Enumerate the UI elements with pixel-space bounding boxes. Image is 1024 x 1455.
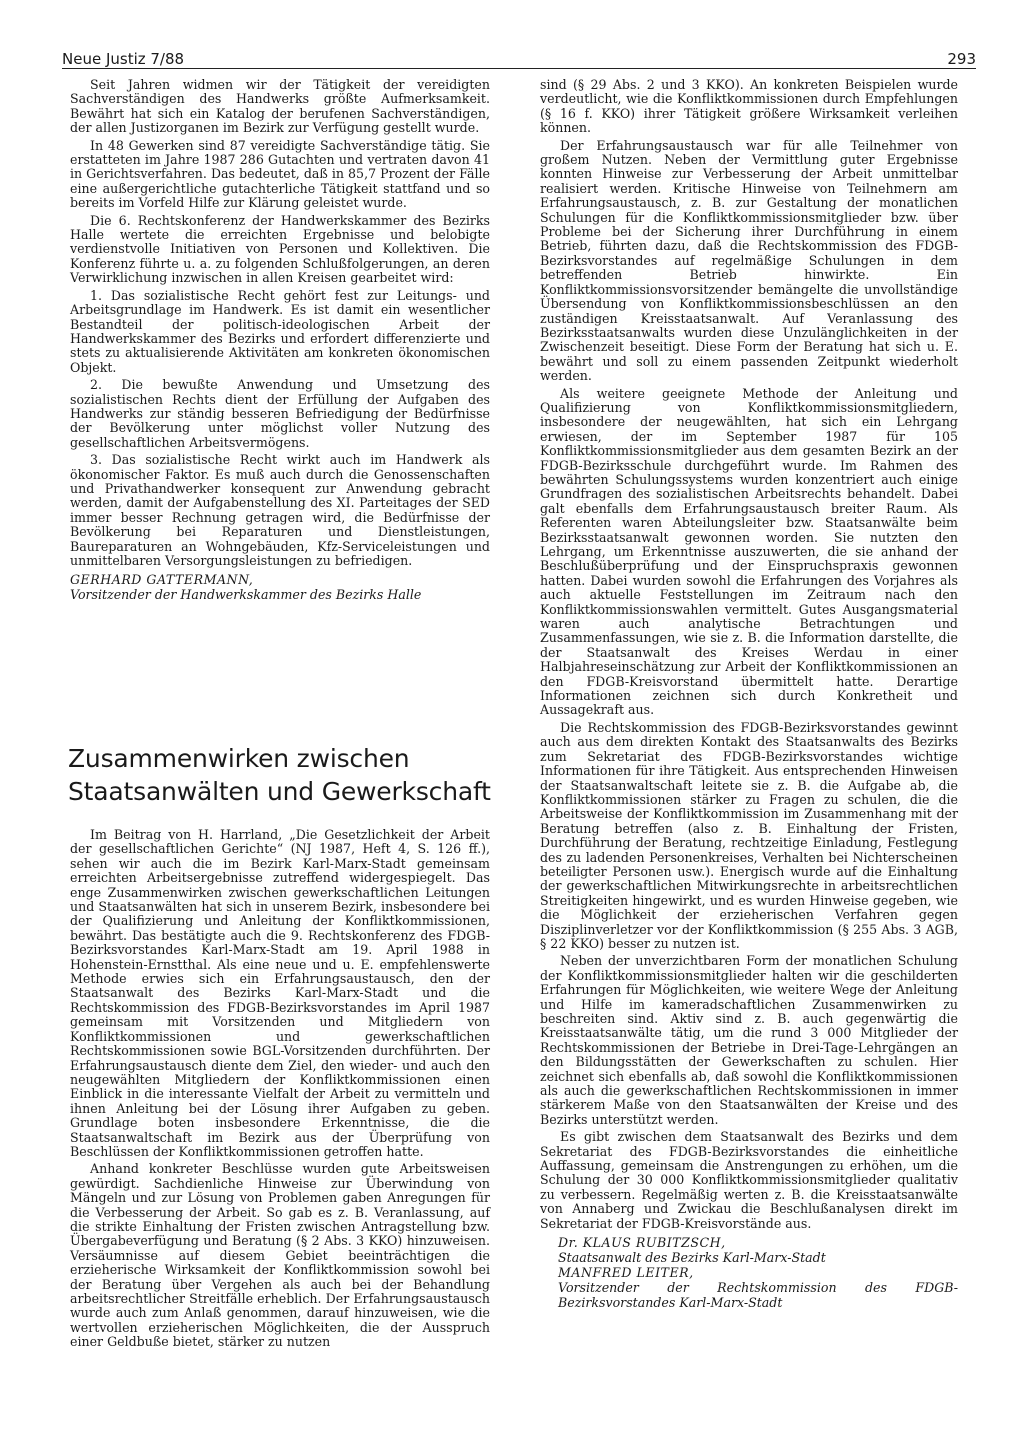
paragraph: Die Rechtskommission des FDGB-Bezirksvorstandes gewinnt auch aus dem direkten Kontakt des Staatsanwalts des Bezirks zum Sekretariat des FDGB-Bezirksvorstandes wichtige Informationen für ihre Tätigkeit. Aus entsprechenden Hinweisen der Staatsanwaltschaft leitete sie z. B. die Aufgabe ab, die Konfliktkommissionen stärker zu Fragen zu schulen, die die Arbeitsweise der Konfliktkommission im Zusammenhang mit der Beratung betreffen (also z. B. Einhaltung der Fristen, Durchführung der Beratung, rechtzeitige Einladung, Festlegung des zu ladenden Personenkreises, Verhalten bei Nichterscheinen beteiligter Personen usw.). Energisch wurde auf die Einhaltung der gewerkschaftlichen Mitwirkungsrechte in arbeitsrechtlichen Streitigkeiten hingewirkt, und es wurden Hinweise gegeben, wie die Möglichkeit der erzieherischen Verfahren gegen Disziplinverletzer vor der Konfliktkommission (§ 255 Abs. 3 AGB, § 22 KKO) besser zu nutzen ist. [540,719,958,951]
running-header [62,30,976,69]
paragraph: Seit Jahren widmen wir der Tätigkeit der vereidigten Sachverständigen des Handwerks größte Aufmerksamkeit. Bewährt hat sich ein Katalog der berufenen Sachverständigen, der allen Justizorganen im Bezirk zur Verfügung gestellt wurde. [70,77,490,136]
author-role: Staatsanwalt des Bezirks Karl-Marx-Stadt [558,1250,826,1266]
paragraph: 2. Die bewußte Anwendung und Umsetzung des sozialistischen Rechts dient der Erfüllung der Aufgaben des Handwerks zur ständig besseren Befriedigung der Bedürfnisse der Bevölkerung unter möglichst voller Nutzung des gesellschaftlichen Arbeitsvermögens. [70,377,490,450]
signature-block [558,1235,958,1310]
right-column-article [540,78,958,1310]
paragraph: Der Erfahrungsaustausch war für alle Teilnehmer von großem Nutzen. Neben der Vermittlung guter Ergebnisse konnten Hinweise zur Verbesserung der Arbeit unmittelbar realisiert werden. Kritische Hinweise von Teilnehmern am Erfahrungsaustausch, z. B. zur Gestaltung der monatlichen Schulungen für die Konfliktkommissionsmitglieder bzw. über Probleme bei der Sicherung ihrer Durchführung in einem Betrieb, führten dazu, daß die Rechtskommission des FDGB-Bezirksvorstandes auf regelmäßige Schulungen in dem betreffenden Betrieb hinwirkte. Ein Konfliktkommissionsvorsitzender bemängelte die unvollständige Übersendung von Konfliktkommissionsbeschlüssen an den zuständigen Kreisstaatsanwalt. Auf Veranlassung des Bezirksstaatsanwalts wurden diese Unzulänglichkeiten in der Zwischenzeit beseitigt. Diese Form der Beratung hat sich u. E. bewährt und soll zu einem passenden Zeitpunkt wiederholt werden. [540,137,958,384]
left-column-top [70,78,490,602]
paragraph: In 48 Gewerken sind 87 vereidigte Sachverständige tätig. Sie erstatteten im Jahre 1987 286 Gutachten und vertraten davon 41 in Gerichtsverfahren. Das bedeutet, daß in 85,7 Prozent der Fälle eine außergerichtliche gutachterliche Tätigkeit stattfand und so bereits im Vorfeld Hilfe zur Klärung geleistet wurde. [70,137,490,211]
paragraph: Als weitere geeignete Methode der Anleitung und Qualifizierung von Konfliktkommissionsmitgliedern, insbesondere der neugewählten, hat sich ein Lehrgang erwiesen, der im September 1987 für 105 Konfliktkommissionsmitglieder aus dem gesamten Bezirk an der FDGB-Bezirksschule durchgeführt wurde. Im Rahmen des bewährten Schulungssystems wurden konzentriert auch einige Grundfragen des sozialistischen Arbeitsrechts behandelt. Dabei galt ebenfalls dem Erfahrungsaustausch breiter Raum. Als Referenten waren Abteilungsleiter bzw. Staatsanwälte beim Bezirksstaatsanwalt gewonnen worden. Sie nutzten den Lehrgang, um Erkenntnisse auszuwerten, die sie anhand der Beschlußüberprüfung und der Einspruchspraxis gewonnen hatten. Dabei wurden sowohl die Erfahrungen des Vorjahres als auch aktuelle Feststellungen im Zeitraum nach den Konfliktkommissionswahlen vermittelt. Gutes Ausgangsmaterial waren auch analytische Betrachtungen und Zusammenfassungen, wie sie z. B. die Information darstellte, die der Staatsanwalt des Kreises Werdau in einer Halbjahreseinschätzung zur Arbeit der Konfliktkommissionen an den FDGB-Kreisvorstand übermittelt hatte. Derartige Informationen zeichnen sich durch Konkretheit und Aussagekraft aus. [540,385,958,718]
author-role: Vorsitzender der Rechtskommission des FDGB-Bezirksvorstandes Karl-Marx-Stadt [558,1280,958,1311]
journal-issue: Neue Justiz 7/88 [62,50,185,68]
author-name: MANFRED LEITER, [558,1265,694,1281]
author-role: Vorsitzender der Handwerkskammer des Bezirks Halle [70,587,422,603]
paragraph: Anhand konkreter Beschlüsse wurden gute Arbeitsweisen gewürdigt. Sachdienliche Hinweise zur Überwindung von Mängeln und zur Lösung von Problemen gaben Anregungen für die Verbesserung der Arbeit. So gab es z. B. Veranlassung, auf die strikte Einhaltung der Fristen zwischen Antragstellung bzw. Übergabeverfügung und Beratung (§ 2 Abs. 3 KKO) hinzuweisen. Versäumnisse auf diesem Gebiet beeinträchtigen die erzieherische Wirksamkeit der Konfliktkommission sowohl bei der Beratung über Vergehen als auch bei der Behandlung arbeitsrechtlicher Streitfälle erheblich. Der Erfahrungsaustausch wurde auch zum Anlaß genommen, darauf hinzuweisen, wie die wertvollen erzieherischen Möglichkeiten, die der Ausspruch einer Geldbuße bietet, stärker zu nutzen [70,1161,490,1350]
signature-block [70,572,490,602]
author-name: GERHARD GATTERMANN, [70,572,254,588]
paragraph: Neben der unverzichtbaren Form der monatlichen Schulung der Konfliktkommissionsmitglieder halten wir die geschilderten Erfahrungen für Möglichkeiten, wie weitere Wege der Anleitung und Hilfe im kameradschaftlichen Zusammenwirken zu beschreiten sind. Aktiv sind z. B. auch gegenwärtig die Kreisstaatsanwälte tätig, um die rund 3 000 Mitglieder der Rechtskommissionen der Betriebe in Drei-Tage-Lehrgängen an den Bildungsstätten der Gewerkschaften zu schulen. Hier zeichnet sich ebenfalls ab, daß sowohl die Konfliktkommissionen als auch die gewerkschaftlichen Rechtskommissionen in immer stärkerem Maße von den Staatsanwälten der Kreise und des Bezirks unterstützt werden. [540,953,958,1127]
left-column-article [70,828,490,1353]
paragraph: sind (§ 29 Abs. 2 und 3 KKO). An konkreten Beispielen wurde verdeutlicht, wie die Konfliktkommissionen durch Empfehlungen (§ 16 f. KKO) ihrer Tätigkeit größere Wirksamkeit verleihen können. [540,77,958,136]
author-name: Dr. KLAUS RUBITZSCH, [558,1235,726,1251]
paragraph: Im Beitrag von H. Harrland, „Die Gesetzlichkeit der Arbeit der gesellschaftlichen Gerichte“ (NJ 1987, Heft 4, S. 126 ff.), sehen wir auch die im Bezirk Karl-Marx-Stadt gemeinsam erreichten Arbeitsergebnisse zutreffend widergespiegelt. Das enge Zusammenwirken zwischen gewerkschaftlichen Leitungen und Staatsanwälten hat sich in unserem Bezirk, insbesondere bei der Qualifizierung und Anleitung der Konfliktkommissionen, bewährt. Das bestätigte auch die 9. Rechtskonferenz des FDGB-Bezirksvorstandes Karl-Marx-Stadt am 19. April 1988 in Hohenstein-Ernstthal. Als eine neue und u. E. empfehlenswerte Methode erwies sich ein Erfahrungsaustausch, den der Staatsanwalt des Bezirks Karl-Marx-Stadt und die Rechtskommission des FDGB-Bezirksvorstandes im April 1987 gemeinsam mit Vorsitzenden und Mitgliedern von Konfliktkommissionen und gewerkschaftlichen Rechtskommissionen sowie BGL-Vorsitzenden durchführten. Der Erfahrungsaustausch diente dem Ziel, den wieder- und auch den neugewählten Mitgliedern der Konfliktkommissionen einen Einblick in die interessante Vielfalt der Arbeit zu vermitteln und ihnen Anleitung bei der Lösung ihrer Aufgaben zu geben. Grundlage boten insbesondere Erkenntnisse, die die Staatsanwaltschaft im Bezirk aus der Überprüfung von Beschlüssen der Konfliktkommissionen getroffen hatte. [70,827,490,1159]
paragraph: 3. Das sozialistische Recht wirkt auch im Handwerk als ökonomischer Faktor. Es muß auch durch die Genossenschaften und Privathandwerker konsequent zur Anwendung gebracht werden, damit der Aufgabenstellung des XI. Parteitages der SED immer besser Rechnung getragen wird, die Bedürfnisse der Bevölkerung bei Reparaturen und Dienstleistungen, Baureparaturen an Wohngebäuden, Kfz-Serviceleistungen und unmittelbaren Versorgungsleistungen zu befriedigen. [70,452,490,568]
paragraph: 1. Das sozialistische Recht gehört fest zur Leitungs- und Arbeitsgrundlage im Handwerk. Es ist damit ein wesentlicher Bestandteil der politisch-ideologischen Arbeit der Handwerkskammer des Bezirks und erfordert differenzierte und stets zu aktualisierende Aktivitäten am konkreten ökonomischen Objekt. [70,287,490,375]
page-number: 293 [947,50,976,68]
article-title: Zusammenwirken zwischen Staatsanwälten und Gewerkschaft [68,744,491,806]
paragraph: Die 6. Rechtskonferenz der Handwerkskammer des Bezirks Halle wertete die erreichten Ergebnisse und belobigte verdienstvolle Initiativen von Personen und Kollektiven. Die Konferenz führte u. a. zu folgenden Schlußfolgerungen, an deren Verwirklichung inzwischen in allen Kreisen gearbeitet wird: [70,212,490,286]
paragraph: Es gibt zwischen dem Staatsanwalt des Bezirks und dem Sekretariat des FDGB-Bezirksvorstandes die einheitliche Auffassung, gemeinsam die Anstrengungen zu erhöhen, um die Schulung der 30 000 Konfliktkommissionsmitglieder qualitativ zu verbessern. Regelmäßig werten z. B. die Kreisstaatsanwälte von Annaberg und Zwickau die Beschlußanalysen direkt im Sekretariat der FDGB-Kreisvorstände aus. [540,1129,958,1231]
